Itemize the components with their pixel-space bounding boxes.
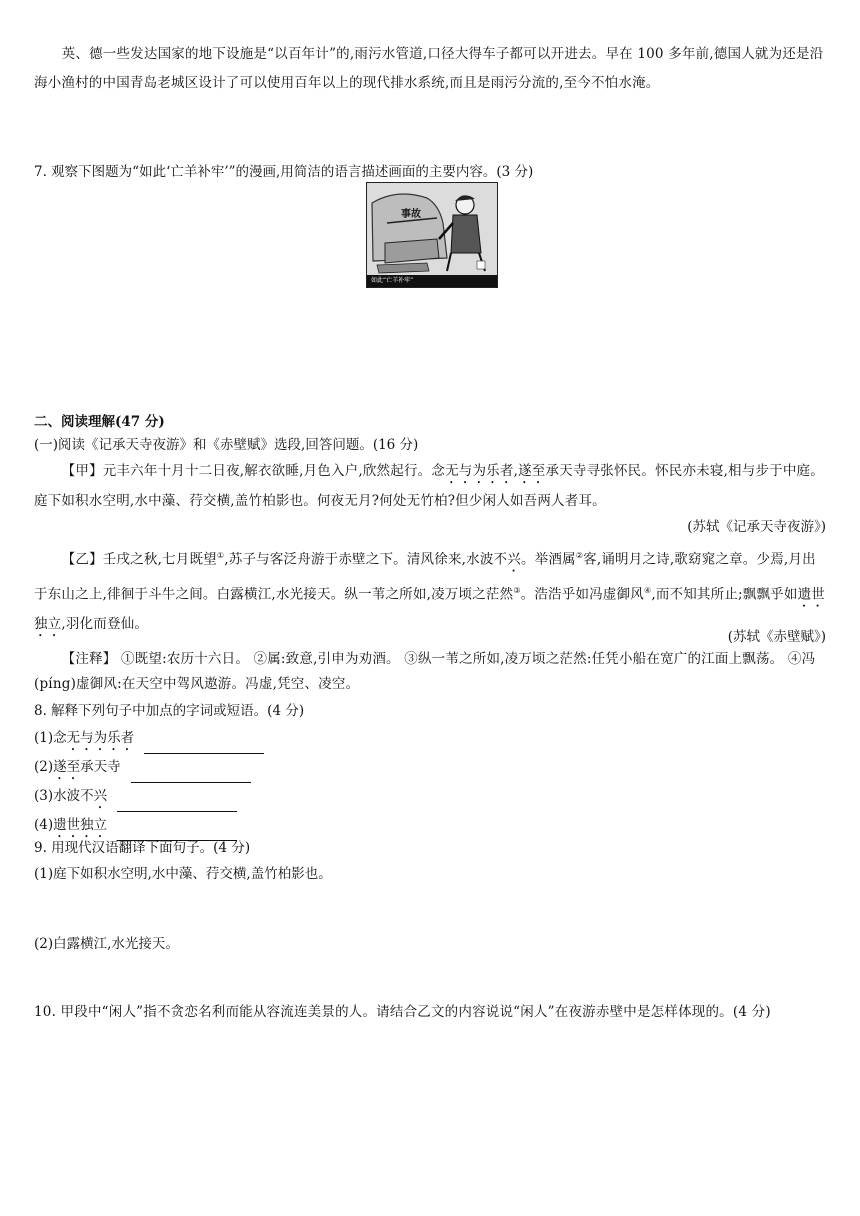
cartoon-label: 事故 — [401, 209, 421, 220]
section-2-heading: 二、阅读理解(47 分) — [34, 414, 165, 430]
jia-source: (苏轼《记承天寺夜游》) — [687, 519, 826, 535]
intro-text: 英、德一些发达国家的地下设施是“以百年计”的,雨污水管道,口径大得车子都可以开进去。早在 100 多年前,德国人就为还是沿海小渔村的中国青岛老城区设计了可以使用百年以上的现代排水系统,而且是雨污分流的,至今不怕水淹。 — [34, 46, 824, 91]
jia-text-b: , — [513, 463, 519, 479]
q8-answer-3-field[interactable] — [117, 797, 237, 812]
question-8: 8. 解释下列句子中加点的字词或短语。(4 分) — [34, 703, 305, 719]
yi-tag: 【乙】 — [61, 551, 103, 568]
yi-text-g: ,羽化而登仙。 — [61, 616, 149, 632]
q8-item-3-pre: (3)水波不 — [34, 788, 94, 804]
question-10 — [34, 1000, 828, 1025]
cartoon-image — [366, 182, 498, 288]
q8-item-2 — [34, 755, 251, 783]
jia-passage — [34, 457, 828, 516]
yi-note-3: ③ — [513, 585, 521, 595]
intro-paragraph — [34, 40, 828, 98]
q8-item-4-pre: (4) — [34, 817, 54, 833]
yi-note-1: ① — [216, 551, 225, 560]
yi-note-2: ② — [575, 551, 584, 560]
yi-text-f: ,而不知其所止;飘飘乎如 — [651, 586, 798, 602]
notes-tag: 【注释】 — [61, 651, 117, 667]
notes-text: ①既望:农历十六日。 ②属:致意,引申为劝酒。 ③纵一苇之所如,凌万顷之茫然:任凭小船在宽广的江面上飘荡。 ④冯(píng)虚御风:在天空中驾风遨游。冯虚,凭空、凌空。 — [34, 651, 816, 692]
yi-dotted-2: 遗世独立 — [34, 586, 825, 632]
yi-dotted-1: 兴 — [507, 551, 521, 568]
jia-tag: 【甲】 — [61, 463, 103, 479]
jia-text-c: 承天寺寻张怀民。怀民亦未寝,相与步于中庭。庭下如积水空明,水中藻、荇交横,盖竹柏影也。何夜无月?何处无竹柏?但少闲人如吾两人者耳。 — [34, 463, 824, 509]
q8-item-1 — [34, 726, 264, 754]
section-2-sub1: (一)阅读《记承天寺夜游》和《赤壁赋》选段,回答问题。(16 分) — [34, 437, 419, 453]
question-7-text: 7. 观察下图题为“如此‘亡羊补牢’”的漫画,用简洁的语言描述画面的主要内容。(3 分) — [34, 164, 534, 180]
cartoon-illustration — [367, 183, 497, 275]
q8-item-1-pre: (1)念 — [34, 730, 67, 746]
question-9: 9. 用现代汉语翻译下面句子。(4 分) — [34, 840, 251, 856]
yi-passage — [34, 541, 828, 640]
cartoon-caption: 如此“亡羊补牢” — [367, 275, 497, 287]
q9-item-1: (1)庭下如积水空明,水中藻、荇交横,盖竹柏影也。 — [34, 866, 332, 882]
jia-dotted-2: 遂至 — [518, 463, 546, 479]
q8-item-3-dotted: 兴 — [93, 788, 108, 804]
q8-answer-1-field[interactable] — [144, 739, 264, 754]
question-7 — [34, 160, 533, 180]
q9-item-2: (2)白露横江,水光接天。 — [34, 936, 179, 952]
q8-item-2-dotted: 遂至 — [53, 759, 81, 775]
q8-item-2-pre: (2) — [34, 759, 54, 775]
jia-text-a: 元丰六年十月十二日夜,解衣欲睡,月色入户,欣然起行。念 — [102, 463, 446, 479]
question-10-text: 10. 甲段中“闲人”指不贪恋名利而能从容流连美景的人。请结合乙文的内容说说“闲人”在夜游赤壁中是怎样体现的。(4 分) — [34, 1004, 771, 1020]
yi-note-4: ④ — [643, 585, 652, 595]
yi-source: (苏轼《赤壁赋》) — [727, 629, 826, 645]
yi-text-e: 。浩浩乎如冯虚御风 — [520, 586, 644, 602]
jia-dotted-1: 无与为乐者 — [445, 463, 514, 479]
q8-item-2-post: 承天寺 — [80, 759, 121, 775]
q8-item-3 — [34, 784, 237, 812]
q8-item-4-dotted: 遗世独立 — [53, 817, 108, 833]
notes — [34, 647, 828, 697]
q8-answer-2-field[interactable] — [131, 768, 251, 783]
yi-text-b: ,苏子与客泛舟游于赤壁之下。清风徐来,水波不 — [224, 551, 508, 568]
yi-text-d: 客,诵明月之诗,歌窈窕之章。少焉,月出于东山之上,徘徊于斗牛之间。白露横江,水光接天。纵一苇之所如,凌万顷之茫然 — [34, 551, 816, 602]
yi-text-c: 。举酒属 — [520, 551, 576, 568]
q8-item-1-dotted: 无与为乐者 — [66, 730, 135, 746]
yi-text-a: 壬戌之秋,七月既望 — [102, 551, 217, 568]
